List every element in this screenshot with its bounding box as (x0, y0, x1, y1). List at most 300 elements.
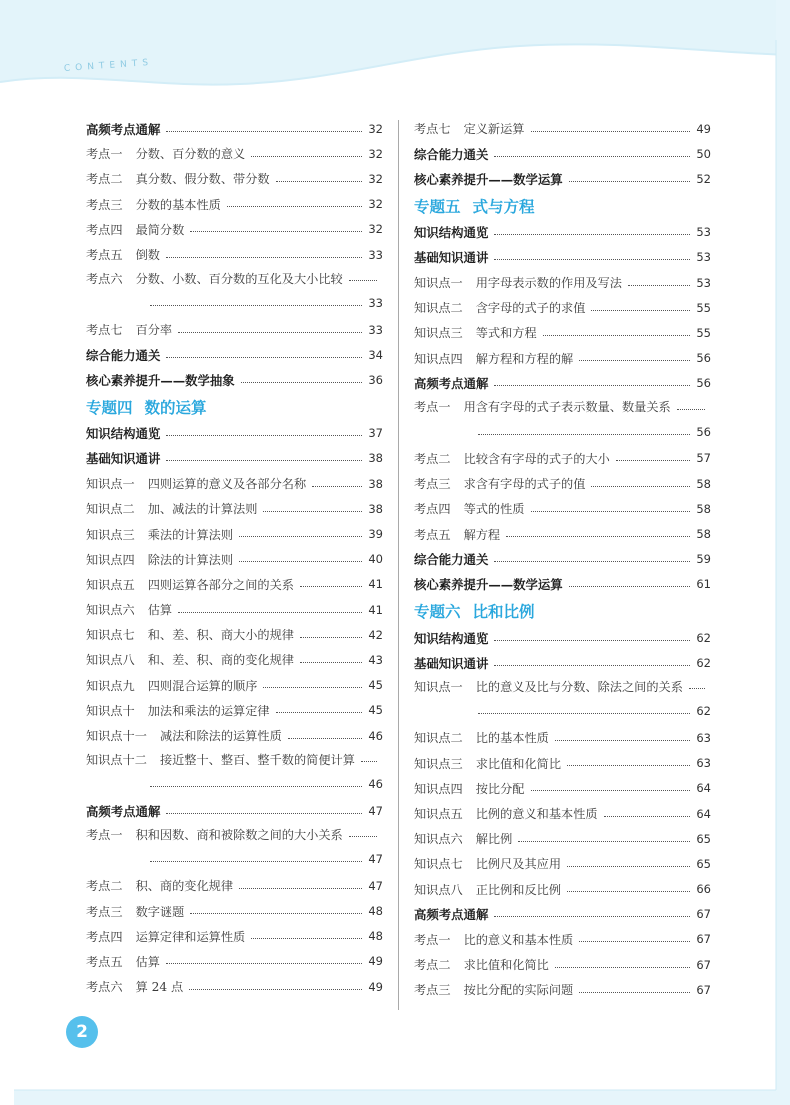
entry-title: 积、商的变化规律 (135, 879, 234, 894)
toc-entry[interactable] (86, 242, 383, 267)
entry-number: 考点二 (86, 879, 123, 894)
leader-dots (288, 737, 363, 739)
entry-number: 考点一 (414, 400, 451, 415)
toc-part-entry[interactable] (414, 371, 711, 396)
entry-number: 考点三 (86, 904, 123, 919)
toc-entry-continuation[interactable] (86, 845, 383, 873)
toc-entry[interactable] (414, 396, 711, 418)
entry-number: 考点五 (86, 248, 123, 263)
entry-title: 求比值和化简比 (475, 756, 562, 771)
toc-entry[interactable] (86, 974, 383, 999)
entry-page: 57 (696, 451, 711, 466)
entry-title: 减法和除法的运算性质 (159, 729, 282, 744)
entry-number: 考点七 (414, 122, 451, 137)
entry-page: 53 (696, 225, 711, 240)
leader-dots (300, 585, 362, 587)
leader-dots (567, 764, 690, 766)
leader-dots (241, 381, 363, 383)
leader-dots (494, 384, 690, 386)
entry-title: 倒数 (135, 248, 160, 263)
entry-page: 56 (696, 351, 711, 366)
entry-title: 比的意义及比与分数、除法之间的关系 (475, 679, 683, 694)
toc-entry[interactable] (414, 446, 711, 471)
entry-title: 等式和方程 (475, 326, 537, 341)
entry-title: 四则混合运算的顺序 (147, 678, 258, 693)
entry-page: 58 (696, 476, 711, 491)
entry-number: 知识点五 (86, 577, 135, 592)
entry-page: 46 (368, 728, 383, 743)
leader-dots (591, 309, 690, 311)
entry-page: 64 (696, 781, 711, 796)
entry-number: 知识点十一 (86, 729, 147, 744)
entry-title: 高频考点通解 (414, 907, 489, 923)
toc-section-heading (414, 597, 711, 625)
leader-dots (166, 356, 362, 358)
section-name: 比和比例 (472, 603, 535, 621)
toc-entry[interactable] (86, 622, 383, 647)
toc-entry[interactable] (414, 320, 711, 345)
leader-dots (312, 485, 362, 487)
entry-title: 最简分数 (135, 222, 185, 237)
leader-dots (349, 835, 377, 837)
entry-page: 65 (696, 831, 711, 846)
entry-title: 知识结构通览 (414, 630, 489, 646)
entry-number: 知识点二 (86, 502, 135, 517)
toc-part-entry[interactable] (86, 342, 383, 367)
leader-dots (494, 664, 690, 666)
toc-entry[interactable] (86, 317, 383, 342)
entry-number: 考点五 (86, 954, 123, 969)
entry-number: 知识点四 (86, 552, 135, 567)
leader-dots (494, 155, 690, 157)
leader-dots (263, 686, 362, 688)
toc-entry[interactable] (414, 801, 711, 826)
entry-title: 解方程和方程的解 (475, 351, 574, 366)
leader-dots (616, 459, 691, 461)
entry-page: 49 (368, 979, 383, 994)
toc-entry[interactable] (86, 597, 383, 622)
entry-title: 核心素养提升——数学运算 (414, 171, 563, 187)
toc-part-entry[interactable] (414, 625, 711, 650)
entry-title: 四则运算的意义及各部分名称 (147, 477, 307, 492)
entry-title: 按比分配 (475, 781, 525, 796)
entry-page: 33 (368, 247, 383, 262)
toc-entry[interactable] (414, 471, 711, 496)
leader-dots (300, 636, 362, 638)
leader-dots (494, 258, 690, 260)
entry-number: 知识点二 (414, 301, 463, 316)
toc-part-entry[interactable] (414, 245, 711, 270)
entry-title: 加、减法的计算法则 (147, 502, 258, 517)
toc-part-entry[interactable] (86, 368, 383, 393)
leader-dots (190, 912, 362, 914)
entry-page: 32 (368, 146, 383, 161)
section-title (414, 195, 535, 217)
leader-dots (166, 130, 362, 132)
entry-page: 47 (368, 852, 383, 867)
entry-number: 知识点一 (414, 679, 463, 694)
entry-number: 知识点六 (414, 832, 463, 847)
toc-part-entry[interactable] (414, 547, 711, 572)
leader-dots (555, 739, 690, 741)
entry-page: 33 (368, 296, 383, 311)
entry-page: 38 (368, 451, 383, 466)
leader-dots (543, 334, 691, 336)
section-title (86, 396, 207, 418)
entry-page: 52 (696, 171, 711, 186)
entry-page: 49 (696, 121, 711, 136)
entry-page: 39 (368, 527, 383, 542)
entry-number: 考点一 (414, 932, 451, 947)
toc-part-entry[interactable] (86, 421, 383, 446)
entry-title: 加法和乘法的运算定律 (147, 703, 270, 718)
entry-number: 知识点八 (86, 653, 135, 668)
leader-dots (166, 434, 362, 436)
leader-dots (178, 611, 362, 613)
entry-title: 真分数、假分数、带分数 (135, 172, 270, 187)
toc-entry[interactable] (414, 877, 711, 902)
leader-dots (569, 180, 691, 182)
entry-number: 考点三 (414, 477, 451, 492)
entry-title: 知识结构通览 (414, 225, 489, 241)
entry-number: 考点三 (414, 983, 451, 998)
entry-title: 综合能力通关 (86, 347, 161, 363)
entry-title: 和、差、积、商的变化规律 (147, 653, 294, 668)
entry-page: 62 (696, 704, 711, 719)
entry-page: 67 (696, 932, 711, 947)
entry-title: 比例尺及其应用 (475, 857, 562, 872)
toc-part-entry[interactable] (86, 116, 383, 141)
entry-page: 56 (696, 424, 711, 439)
toc-entry-continuation[interactable] (86, 289, 383, 317)
entry-number: 知识点五 (414, 807, 463, 822)
entry-title: 分数、小数、百分数的互化及大小比较 (135, 271, 343, 286)
entry-title: 基础知识通讲 (414, 655, 489, 671)
toc-entry[interactable] (414, 851, 711, 876)
toc-entry[interactable] (86, 192, 383, 217)
leader-dots (518, 840, 690, 842)
entry-number: 考点二 (86, 172, 123, 187)
leader-dots (567, 865, 690, 867)
leader-dots (239, 887, 362, 889)
toc-entry-continuation[interactable] (414, 418, 711, 446)
entry-page: 32 (368, 171, 383, 186)
toc-entry[interactable] (86, 673, 383, 698)
entry-page: 67 (696, 982, 711, 997)
column-divider (398, 120, 399, 1010)
toc-entry[interactable] (414, 270, 711, 295)
entry-title: 用字母表示数的作用及写法 (475, 276, 622, 291)
entry-page: 63 (696, 730, 711, 745)
toc-entry[interactable] (414, 977, 711, 1002)
entry-page: 43 (368, 652, 383, 667)
entry-number: 知识点三 (414, 326, 463, 341)
leader-dots (569, 585, 691, 587)
entry-number: 知识点十 (86, 703, 135, 718)
entry-number: 知识点七 (414, 857, 463, 872)
entry-page: 61 (696, 577, 711, 592)
entry-number: 知识点三 (86, 527, 135, 542)
entry-title: 分数的基本性质 (135, 197, 221, 212)
entry-page: 33 (368, 322, 383, 337)
toc-entry[interactable] (414, 751, 711, 776)
leader-dots (567, 890, 690, 892)
entry-number: 知识点一 (414, 276, 463, 291)
entry-page: 67 (696, 957, 711, 972)
leader-dots (506, 535, 690, 537)
entry-number: 知识点十二 (86, 752, 147, 767)
entry-title: 比的基本性质 (475, 731, 549, 746)
entry-number: 考点四 (86, 222, 123, 237)
section-title (414, 600, 535, 622)
toc-entry[interactable] (414, 496, 711, 521)
toc-part-entry[interactable] (414, 650, 711, 675)
toc-section-heading (86, 393, 383, 421)
toc-entry[interactable] (414, 116, 711, 141)
entry-title: 核心素养提升——数学抽象 (86, 373, 235, 389)
toc-entry[interactable] (414, 952, 711, 977)
leader-dots (579, 940, 690, 942)
toc-entry[interactable] (86, 521, 383, 546)
toc-part-entry[interactable] (86, 446, 383, 471)
leader-dots (150, 860, 362, 862)
toc-entry-continuation[interactable] (86, 770, 383, 798)
leader-dots (494, 639, 690, 641)
leader-dots (591, 485, 690, 487)
leader-dots (531, 510, 691, 512)
leader-dots (300, 661, 362, 663)
toc-entry[interactable] (86, 899, 383, 924)
toc-entry-continuation[interactable] (414, 697, 711, 725)
entry-page: 63 (696, 756, 711, 771)
entry-title: 接近整十、整百、整千数的简便计算 (159, 752, 355, 767)
toc-part-entry[interactable] (414, 141, 711, 166)
toc-entry[interactable] (414, 295, 711, 320)
entry-title: 核心素养提升——数学运算 (414, 577, 563, 593)
entry-number: 考点七 (86, 323, 123, 338)
toc-entry[interactable] (86, 924, 383, 949)
leader-dots (276, 711, 363, 713)
entry-page: 64 (696, 806, 711, 821)
entry-title: 高频考点通解 (86, 121, 161, 137)
toc-entry[interactable] (414, 346, 711, 371)
entry-page: 41 (368, 577, 383, 592)
toc-entry[interactable] (86, 471, 383, 496)
entry-page: 62 (696, 655, 711, 670)
leader-dots (166, 459, 362, 461)
entry-number: 知识点四 (414, 781, 463, 796)
entry-number: 知识点一 (86, 477, 135, 492)
toc-entry[interactable] (86, 267, 383, 289)
toc-entry[interactable] (86, 141, 383, 166)
leader-dots (361, 760, 377, 762)
leader-dots (494, 560, 690, 562)
leader-dots (178, 331, 362, 333)
page-number-badge: 2 (66, 1016, 98, 1048)
toc-entry[interactable] (86, 166, 383, 191)
entry-number: 知识点七 (86, 628, 135, 643)
entry-page: 32 (368, 197, 383, 212)
leader-dots (579, 359, 690, 361)
toc-part-entry[interactable] (414, 220, 711, 245)
entry-page: 50 (696, 146, 711, 161)
leader-dots (494, 915, 690, 917)
toc-entry[interactable] (414, 675, 711, 697)
contents-label: CONTENTS (63, 57, 154, 74)
entry-title: 等式的性质 (463, 502, 525, 517)
entry-number: 知识点六 (86, 603, 135, 618)
entry-page: 46 (368, 777, 383, 792)
entry-number: 考点四 (414, 502, 451, 517)
toc-entry[interactable] (86, 217, 383, 242)
entry-page: 53 (696, 250, 711, 265)
entry-number: 考点三 (86, 197, 123, 212)
entry-page: 42 (368, 627, 383, 642)
entry-title: 定义新运算 (463, 122, 525, 137)
leader-dots (239, 560, 362, 562)
leader-dots (531, 130, 691, 132)
entry-page: 58 (696, 527, 711, 542)
entry-title: 比的意义和基本性质 (463, 932, 574, 947)
entry-page: 38 (368, 476, 383, 491)
entry-page: 45 (368, 703, 383, 718)
toc-entry[interactable] (86, 698, 383, 723)
leader-dots (555, 966, 690, 968)
leader-dots (251, 155, 362, 157)
toc-entry[interactable] (86, 723, 383, 748)
entry-number: 考点四 (86, 929, 123, 944)
entry-page: 47 (368, 803, 383, 818)
toc-entry[interactable] (86, 748, 383, 770)
entry-title: 算 24 点 (135, 980, 184, 995)
entry-page: 67 (696, 907, 711, 922)
leader-dots (677, 408, 705, 410)
toc-part-entry[interactable] (414, 902, 711, 927)
leader-dots (227, 205, 362, 207)
leader-dots (628, 284, 690, 286)
entry-title: 基础知识通讲 (86, 451, 161, 467)
entry-page: 48 (368, 929, 383, 944)
section-label: 专题六 (414, 603, 461, 621)
entry-page: 41 (368, 602, 383, 617)
entry-page: 53 (696, 275, 711, 290)
entry-number: 考点二 (414, 958, 451, 973)
leader-dots (531, 789, 691, 791)
leader-dots (190, 230, 362, 232)
entry-page: 58 (696, 501, 711, 516)
entry-title: 知识结构通览 (86, 426, 161, 442)
leader-dots (263, 510, 362, 512)
leader-dots (349, 279, 377, 281)
entry-page: 40 (368, 552, 383, 567)
entry-title: 百分率 (135, 323, 173, 338)
entry-title: 除法的计算法则 (147, 552, 234, 567)
leader-dots (166, 256, 362, 258)
section-name: 式与方程 (472, 197, 535, 216)
toc-entry[interactable] (86, 547, 383, 572)
entry-title: 含字母的式子的求值 (475, 301, 586, 316)
leader-dots (150, 785, 362, 787)
leader-dots (276, 180, 363, 182)
entry-title: 基础知识通讲 (414, 250, 489, 266)
leader-dots (239, 535, 362, 537)
entry-title: 分数、百分数的意义 (135, 147, 246, 162)
toc-entry[interactable] (86, 572, 383, 597)
leader-dots (166, 962, 362, 964)
entry-title: 运算定律和运算性质 (135, 929, 246, 944)
entry-number: 知识点九 (86, 678, 135, 693)
toc-right-column (414, 116, 711, 1002)
entry-title: 比例的意义和基本性质 (475, 807, 598, 822)
entry-number: 知识点八 (414, 882, 463, 897)
section-name: 数的运算 (144, 398, 207, 417)
entry-title: 综合能力通关 (414, 552, 489, 568)
leader-dots (579, 991, 690, 993)
toc-entry[interactable] (414, 927, 711, 952)
toc-entry[interactable] (86, 647, 383, 672)
toc-entry[interactable] (86, 823, 383, 845)
entry-title: 比较含有字母的式子的大小 (463, 451, 610, 466)
entry-title: 估算 (135, 954, 160, 969)
entry-page: 59 (696, 552, 711, 567)
entry-number: 知识点四 (414, 351, 463, 366)
entry-title: 积和因数、商和被除数之间的大小关系 (135, 827, 343, 842)
section-label: 专题五 (414, 197, 461, 216)
toc-entry[interactable] (414, 521, 711, 546)
toc-entry[interactable] (414, 776, 711, 801)
entry-page: 62 (696, 630, 711, 645)
entry-page: 38 (368, 501, 383, 516)
entry-title: 解比例 (475, 832, 513, 847)
entry-page: 47 (368, 878, 383, 893)
toc-section-heading (414, 192, 711, 220)
leader-dots (251, 937, 362, 939)
entry-page: 49 (368, 954, 383, 969)
toc-part-entry[interactable] (86, 798, 383, 823)
entry-title: 高频考点通解 (414, 376, 489, 392)
section-label: 专题四 (86, 398, 133, 417)
entry-title: 和、差、积、商大小的规律 (147, 628, 294, 643)
toc-part-entry[interactable] (414, 572, 711, 597)
entry-page: 55 (696, 325, 711, 340)
toc-entry[interactable] (414, 725, 711, 750)
entry-title: 按比分配的实际问题 (463, 983, 574, 998)
entry-page: 65 (696, 856, 711, 871)
leader-dots (478, 433, 690, 435)
toc-left-column (86, 116, 383, 999)
entry-page: 56 (696, 376, 711, 391)
entry-title: 求含有字母的式子的值 (463, 477, 586, 492)
toc-entry[interactable] (86, 873, 383, 898)
entry-title: 求比值和化简比 (463, 958, 549, 973)
toc-entry[interactable] (86, 949, 383, 974)
entry-page: 36 (368, 373, 383, 388)
entry-page: 37 (368, 426, 383, 441)
entry-page: 48 (368, 904, 383, 919)
leader-dots (604, 815, 691, 817)
entry-page: 34 (368, 347, 383, 362)
leader-dots (166, 812, 362, 814)
leader-dots (478, 712, 690, 714)
entry-number: 考点一 (86, 147, 123, 162)
toc-entry[interactable] (414, 826, 711, 851)
toc-part-entry[interactable] (414, 166, 711, 191)
entry-number: 考点一 (86, 827, 123, 842)
entry-number: 考点六 (86, 271, 123, 286)
entry-title: 四则运算各部分之间的关系 (147, 577, 294, 592)
entry-title: 乘法的计算法则 (147, 527, 234, 542)
toc-entry[interactable] (86, 496, 383, 521)
